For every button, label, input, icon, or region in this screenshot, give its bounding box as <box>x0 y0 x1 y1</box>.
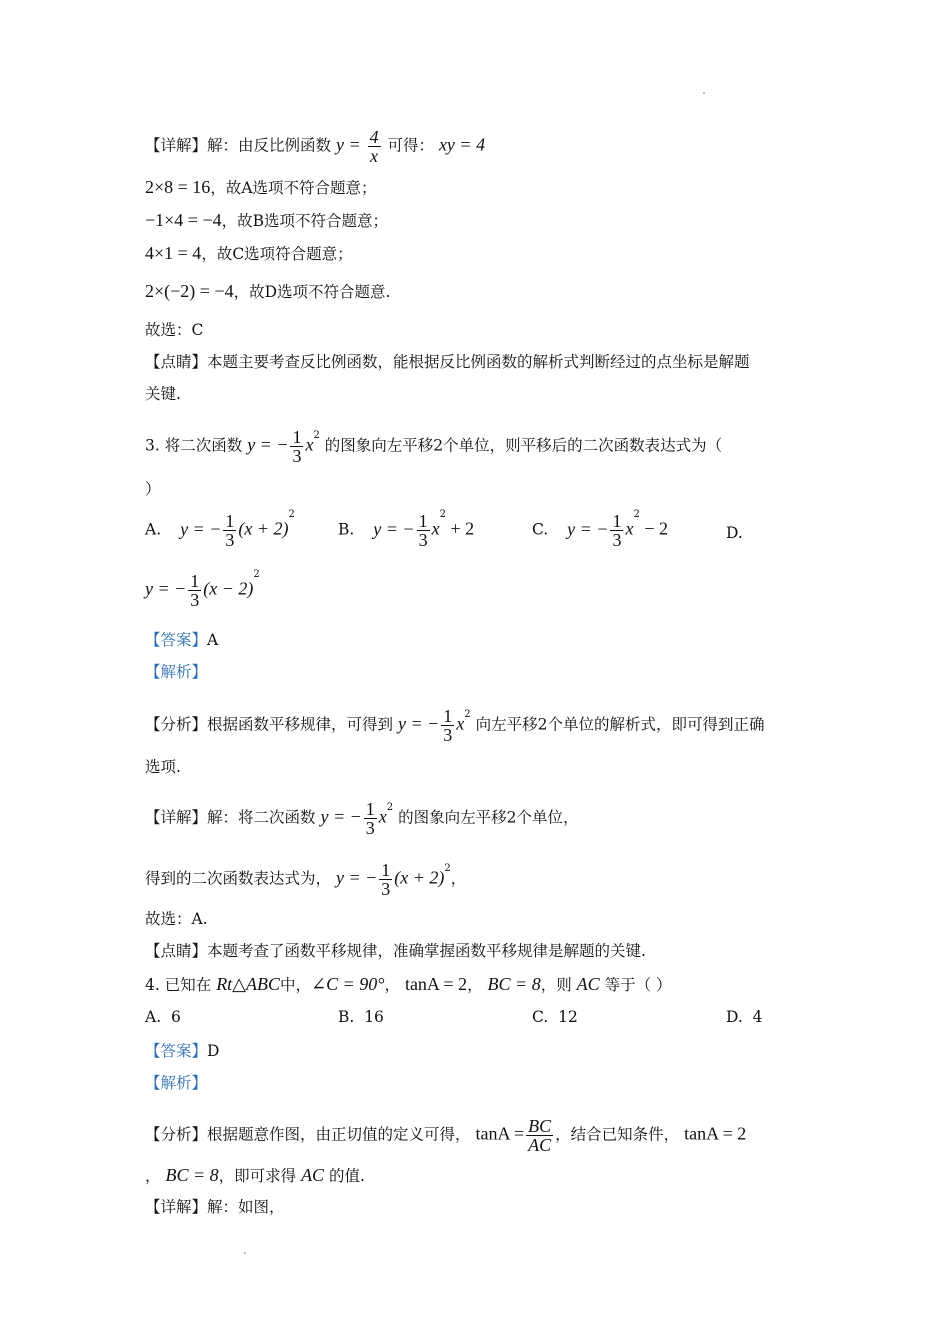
option-label: A. <box>145 520 162 539</box>
angle-c: ∠C = 90° <box>311 974 385 994</box>
fraction-one-third <box>290 428 303 465</box>
answer-value: D <box>207 1042 220 1060</box>
option-tail: (x + 2) <box>238 518 289 539</box>
fraction-one-third <box>223 512 236 549</box>
check-line-d <box>145 280 390 303</box>
q4-fenxi-line2 <box>145 1164 365 1187</box>
fraction-one-third <box>188 572 201 609</box>
q4-post: 等于（ ） <box>604 976 672 994</box>
q3-comment <box>145 940 646 962</box>
frac-den: 3 <box>443 725 453 745</box>
q3-question <box>145 428 722 465</box>
q2-comment-line2: 关键. <box>145 385 181 403</box>
frac-num: 4 <box>369 127 379 147</box>
sep: ， <box>145 1167 161 1185</box>
frac-den: 3 <box>225 530 235 550</box>
check-text: ，故B选项不符合题意； <box>221 212 389 230</box>
q3-post: 的图象向左平移2个单位，则平移后的二次函数表达式为（ <box>324 436 723 455</box>
result-tail: (x + 2) <box>394 867 445 888</box>
eq-lead: y = − <box>397 713 440 734</box>
q2-comment-line1 <box>145 351 750 373</box>
question-number: 3. <box>145 436 160 455</box>
detail-mid: 可得： <box>387 136 434 155</box>
frac-num: 1 <box>418 511 428 531</box>
exponent: 2 <box>464 709 471 720</box>
option-lead: y = − <box>180 518 222 539</box>
check-text: ，故C选项符合题意； <box>201 245 353 263</box>
q4-option-b[interactable] <box>338 1008 384 1026</box>
fenxi-post: 向左平移2个单位的解析式，即可得到正确 <box>475 715 765 734</box>
frac-num: 1 <box>190 571 200 591</box>
var-x: x <box>305 434 314 455</box>
question-number: 4. <box>145 976 160 994</box>
comment-text: 本题考查了函数平移规律，准确掌握函数平移规律是解题的关键. <box>207 942 646 960</box>
frac-den: 3 <box>381 879 391 899</box>
check-expr: 2×8 = 16 <box>145 177 211 197</box>
ac-symbol: AC <box>301 1165 325 1185</box>
q3-detail <box>145 800 578 837</box>
speck <box>703 92 705 94</box>
q3-option-b[interactable] <box>338 509 475 550</box>
exponent: 2 <box>439 509 446 520</box>
fraction-bc-over-ac <box>526 1117 553 1154</box>
frac-num: 1 <box>443 706 453 726</box>
detail-tag: 【详解】 <box>145 1198 208 1216</box>
option-after: + 2 <box>445 518 475 539</box>
tan-a-value: tanA = 2 <box>684 1123 747 1144</box>
fenxi-tag: 【分析】 <box>145 715 208 734</box>
frac-num: 1 <box>365 799 375 819</box>
frac-num: 1 <box>612 511 622 531</box>
triangle-rt: Rt△ABC <box>216 974 281 994</box>
check-line-b <box>145 209 388 232</box>
fraction-one-third <box>417 512 430 549</box>
option-after: − 2 <box>639 518 668 539</box>
q4-answer <box>145 1040 219 1062</box>
frac-den: 3 <box>612 530 622 550</box>
frac-den: AC <box>528 1135 552 1155</box>
frac-den: 3 <box>365 818 375 838</box>
q4-question <box>145 973 672 996</box>
detail-lead: 解：由反比例函数 <box>207 136 332 155</box>
exponent: 2 <box>288 509 295 520</box>
fraction-one-third <box>364 800 377 837</box>
option-tail: x <box>625 518 634 539</box>
frac-den: x <box>370 146 379 166</box>
fenxi-pre: 根据函数平移规律，可得到 <box>207 715 394 734</box>
answer-tag: 【答案】 <box>145 1042 208 1060</box>
q4-detail <box>145 1196 285 1218</box>
fraction-one-third <box>441 707 454 744</box>
exponent: 2 <box>633 509 640 520</box>
comment-tag: 【点睛】 <box>145 353 208 371</box>
q3-option-c[interactable] <box>532 509 668 550</box>
option-tail: x <box>431 518 440 539</box>
q3-pre: 将二次函数 <box>164 436 243 455</box>
fraction-4-over-x <box>368 128 381 165</box>
check-expr: 4×1 = 4 <box>145 243 202 263</box>
line2-mid: ，即可求得 <box>218 1167 297 1185</box>
check-text: ，故D选项不符合题意. <box>233 283 391 301</box>
q3-option-d-label[interactable]: D. <box>726 524 743 542</box>
ac-symbol: AC <box>576 974 600 994</box>
detail-post: 的图象向左平移2个单位， <box>398 808 579 827</box>
exponent: 2 <box>386 802 394 813</box>
detail-tag: 【详解】 <box>145 136 208 155</box>
option-label: D. <box>726 1008 743 1026</box>
bc-value: BC = 8 <box>165 1165 219 1185</box>
answer-tag: 【答案】 <box>145 631 208 649</box>
result-end: ， <box>450 869 467 888</box>
detail-tag: 【详解】 <box>145 808 208 827</box>
comment-tag: 【点睛】 <box>145 942 208 960</box>
exponent: 2 <box>444 863 451 874</box>
sep: ， <box>384 976 400 994</box>
frac-den: 3 <box>418 530 428 550</box>
option-lead: y = − <box>373 518 415 539</box>
fenxi-pre: 根据题意作图，由正切值的定义可得， <box>207 1125 471 1144</box>
bc-value: BC = 8 <box>487 974 541 994</box>
q4-option-a[interactable] <box>145 1008 181 1026</box>
sep: ， <box>467 976 483 994</box>
q3-close-paren: ） <box>145 480 161 498</box>
formula-y: y = <box>335 134 361 155</box>
fraction-one-third <box>610 512 623 549</box>
frac-den: 3 <box>190 590 200 610</box>
fenxi-mid: ，结合已知条件， <box>555 1125 680 1144</box>
option-label: B. <box>338 1008 355 1026</box>
var-x: x <box>378 806 387 827</box>
q4-fenxi <box>145 1117 746 1154</box>
option-value: 12 <box>558 1008 578 1026</box>
detail-result: xy = 4 <box>438 134 486 155</box>
option-value: 4 <box>752 1008 763 1026</box>
q3-fenxi <box>145 707 764 744</box>
comment-text: 本题主要考查反比例函数，能根据反比例函数的解析式判断经过的点坐标是解题 <box>207 353 750 371</box>
q4-mid2: ，则 <box>540 976 572 994</box>
option-value: 16 <box>364 1008 384 1026</box>
result-pre: 得到的二次函数表达式为， <box>145 869 332 888</box>
frac-num: 1 <box>225 511 235 531</box>
option-lead: y = − <box>145 578 187 599</box>
check-expr: −1×4 = −4 <box>145 210 222 230</box>
q2-detail-line <box>145 128 485 165</box>
option-label: C. <box>532 520 549 539</box>
q2-choice: 故选：C <box>145 321 204 339</box>
option-label: B. <box>338 520 355 539</box>
eq-lead: y = − <box>320 806 362 827</box>
exponent: 2 <box>313 430 320 441</box>
option-label: C. <box>532 1008 549 1026</box>
detail-pre: 解：将二次函数 <box>207 808 316 827</box>
q3-option-d[interactable] <box>145 569 260 610</box>
option-value: 6 <box>170 1008 181 1026</box>
tan-lead: tanA = <box>475 1123 525 1144</box>
eq-lead: y = − <box>335 867 378 888</box>
option-tail: (x − 2) <box>203 578 254 599</box>
q4-analysis-tag: 【解析】 <box>145 1074 208 1092</box>
q3-result <box>145 861 466 898</box>
answer-value: A <box>207 631 219 649</box>
q3-choice: 故选：A. <box>145 910 208 928</box>
option-label: A. <box>145 1008 162 1026</box>
check-line-c <box>145 242 353 265</box>
fenxi-tag: 【分析】 <box>145 1125 208 1144</box>
q3-option-a[interactable] <box>145 509 295 550</box>
frac-num: 1 <box>292 427 302 447</box>
q4-option-d[interactable] <box>726 1008 763 1026</box>
q4-option-c[interactable] <box>532 1008 578 1026</box>
line2-post: 的值. <box>329 1167 365 1185</box>
option-lead: y = − <box>567 518 609 539</box>
q4-mid1: 中， <box>280 976 312 994</box>
check-line-a <box>145 176 377 199</box>
q3-fenxi-line2: 选项. <box>145 758 181 776</box>
speck <box>244 1252 246 1254</box>
q4-pre: 已知在 <box>164 976 212 994</box>
eq-lead: y = − <box>247 434 289 455</box>
q3-answer <box>145 629 218 651</box>
tan-a: tanA = 2 <box>404 974 468 994</box>
exponent: 2 <box>253 569 260 580</box>
check-expr: 2×(−2) = −4 <box>145 281 234 301</box>
var-x: x <box>456 713 465 734</box>
frac-den: 3 <box>292 446 302 466</box>
q3-analysis-tag: 【解析】 <box>145 663 208 681</box>
check-text: ，故A选项不符合题意； <box>210 179 377 197</box>
fraction-one-third <box>379 861 392 898</box>
frac-num: 1 <box>381 860 391 880</box>
detail-text: 解：如图， <box>207 1198 285 1216</box>
frac-num: BC <box>528 1116 552 1136</box>
